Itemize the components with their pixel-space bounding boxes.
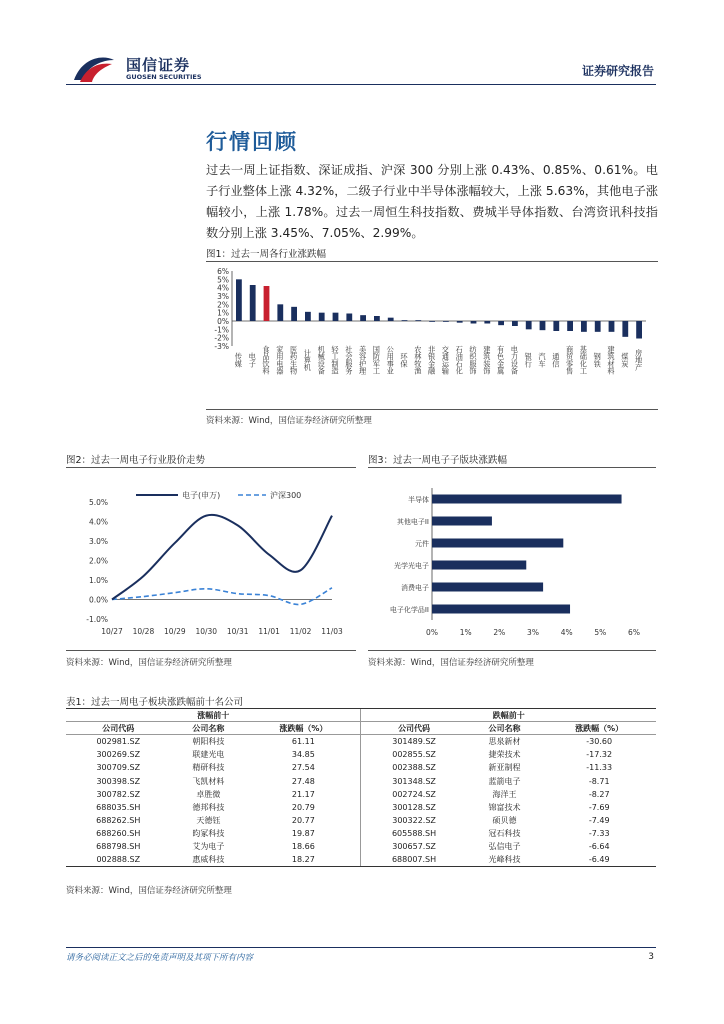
x-category-label: 交通运输 <box>441 345 451 375</box>
legend-label-hs300: 沪深300 <box>270 491 302 500</box>
table-cell-up-code: 300782.SZ <box>96 789 141 799</box>
table-row <box>66 814 656 827</box>
table-row <box>66 788 656 801</box>
x-tick-label: 10/30 <box>195 627 218 636</box>
bar-4 <box>432 561 526 570</box>
table-cell-up-name: 惠威科技 <box>171 854 247 867</box>
y-tick-label: 6% <box>217 267 229 276</box>
table-cell-up-code: 688798.SH <box>96 842 141 852</box>
x-category-label: 计算机 <box>303 349 313 371</box>
table-cell-dn-name: 弘信电子 <box>488 842 521 852</box>
x-category-label: 社会服务 <box>344 345 354 375</box>
x-category-label: 钢铁 <box>593 352 603 368</box>
x-tick-label: 10/27 <box>101 627 123 636</box>
y-tick-label: 5% <box>217 275 229 285</box>
bar-16 <box>443 321 449 322</box>
x-tick-label: 0% <box>426 628 438 637</box>
bar-4 <box>277 304 283 321</box>
bar-category-label: 元件 <box>415 540 429 548</box>
table-cell-dn-name: 冠石科技 <box>488 829 521 839</box>
table-cell-dn-code: 301348.SZ <box>361 774 467 787</box>
x-category-label: 食品饮料 <box>262 345 271 375</box>
y-tick-label: 1% <box>217 308 229 318</box>
table-cell-dn-code: 002724.SZ <box>361 788 467 801</box>
x-category-label: 基础化工 <box>579 345 589 375</box>
table-cell-dn-pct: -8.27 <box>588 789 610 799</box>
section-title: 行情回顾 <box>206 130 298 154</box>
y-tick-label: 2.0% <box>88 556 108 566</box>
guosen-logo-icon <box>72 52 116 84</box>
table-cell-up-name: 昀冢科技 <box>192 829 225 839</box>
table-cell-dn-name: 锦富技术 <box>488 802 521 812</box>
col-header-code: 公司代码 <box>361 722 467 735</box>
table-row <box>66 840 656 853</box>
x-category-label: 银行 <box>524 352 534 368</box>
bar-17 <box>457 321 463 323</box>
x-tick-label: 11/02 <box>289 627 312 636</box>
table-cell-up-code: 002981.SZ <box>96 737 141 747</box>
y-tick-label: 0% <box>217 317 229 326</box>
x-category-label: 通信 <box>551 352 561 368</box>
table-cell-dn-code: 688007.SH <box>361 854 467 867</box>
x-tick-label: 1% <box>459 628 472 637</box>
y-tick-label: 2% <box>217 300 229 310</box>
table-cell-up-pct: 18.66 <box>291 842 315 852</box>
bar-15 <box>429 321 435 322</box>
bar-21 <box>512 321 518 326</box>
table-cell-dn-pct: -7.33 <box>588 829 610 839</box>
y-tick-label: 4.0% <box>88 517 108 527</box>
table-cell-up-name: 联建光电 <box>192 750 225 760</box>
header-divider <box>66 84 656 85</box>
fig3-source: 资料来源：Wind，国信证券经济研究所整理 <box>368 658 534 668</box>
x-category-label: 公用事业 <box>386 345 396 375</box>
table1-title: 表1：过去一周电子板块涨跌幅前十名公司 <box>66 697 244 708</box>
table-cell-up-name: 卓胜微 <box>196 789 221 799</box>
table-row <box>66 735 656 748</box>
bar-22 <box>526 321 532 329</box>
x-tick-label: 11/01 <box>258 627 280 636</box>
table-cell-up-pct: 20.79 <box>291 802 315 812</box>
chart-legend <box>136 490 301 500</box>
table-cell-dn-code: 605588.SH <box>361 827 467 840</box>
x-category-label: 家用电器 <box>275 345 285 375</box>
page-number: 3 <box>648 952 654 962</box>
bar-8 <box>333 313 339 321</box>
fig1-industry-bar-chart <box>206 264 658 408</box>
report-type-label: 证券研究报告 <box>581 64 654 78</box>
table-cell-dn-pct: -8.71 <box>588 776 610 786</box>
bar-1 <box>236 279 242 321</box>
table-cell-dn-name: 思泉新材 <box>488 737 521 747</box>
bar-category-label: 半导体 <box>408 496 429 504</box>
y-tick-label: 5.0% <box>88 498 108 507</box>
table-cell-up-code: 300398.SZ <box>96 776 141 786</box>
x-category-label: 汽车 <box>538 352 547 368</box>
table-cell-up-name: 德邦科技 <box>192 802 225 812</box>
bar-13 <box>402 320 408 321</box>
fig1-title: 图1：过去一周各行业涨跌幅 <box>206 249 327 260</box>
table-row <box>66 801 656 814</box>
fig1-bottom-rule <box>206 409 658 410</box>
x-tick-label: 5% <box>594 628 607 637</box>
table-row <box>66 748 656 761</box>
y-tick-label: -1% <box>214 325 229 335</box>
col-header-name: 公司名称 <box>171 722 247 735</box>
footer-divider <box>66 947 656 948</box>
fig1-source: 资料来源：Wind，国信证券经济研究所整理 <box>206 416 372 426</box>
table-cell-up-code: 300269.SZ <box>96 750 141 760</box>
x-category-label: 传媒 <box>234 352 244 368</box>
x-category-label: 电子 <box>248 352 258 368</box>
bar-30 <box>636 321 642 339</box>
table-cell-up-name: 天德钰 <box>196 816 221 826</box>
bar-3 <box>264 286 270 321</box>
x-category-label: 石油石化 <box>455 345 465 375</box>
x-tick-label: 3% <box>527 628 539 637</box>
col-header-pct: 涨跌幅（%） <box>542 722 656 735</box>
table-row <box>66 774 656 787</box>
table-cell-up-code: 688035.SH <box>96 802 141 812</box>
fig2-rule <box>66 467 356 468</box>
x-category-label: 纺织服饰 <box>469 345 478 375</box>
x-category-label: 建筑材料 <box>607 345 616 375</box>
bar-9 <box>346 314 352 322</box>
table-cell-dn-code: 002388.SZ <box>361 761 467 774</box>
bar-20 <box>498 321 504 325</box>
bar-29 <box>622 321 628 337</box>
x-category-label: 农林牧渔 <box>413 345 423 375</box>
table-cell-dn-pct: -7.69 <box>588 802 610 812</box>
logo-text-en: GUOSEN SECURITIES <box>126 73 202 81</box>
table-cell-up-code: 688260.SH <box>96 829 141 839</box>
fig1-rule <box>206 261 658 262</box>
bar-10 <box>360 315 366 321</box>
bar-11 <box>374 316 380 321</box>
bar-12 <box>388 318 394 321</box>
table-cell-dn-pct: -11.33 <box>586 763 613 773</box>
bar-19 <box>484 321 490 324</box>
x-tick-label: 11/03 <box>321 627 343 636</box>
x-category-label: 环保 <box>400 352 409 368</box>
table-cell-up-pct: 21.17 <box>291 789 315 799</box>
x-tick-label: 10/29 <box>164 627 186 636</box>
bar-27 <box>595 321 601 332</box>
x-category-label: 房地产 <box>634 349 644 371</box>
col-header-name: 公司名称 <box>467 722 543 735</box>
bar-category-label: 光学光电子 <box>394 562 429 570</box>
table-row <box>66 854 656 867</box>
bar-3 <box>432 539 563 548</box>
table-cell-up-pct: 27.48 <box>291 776 315 786</box>
table-cell-dn-name: 海洋王 <box>492 789 517 799</box>
table-cell-up-code: 688262.SH <box>96 816 141 826</box>
table1-source: 资料来源：Wind，国信证券经济研究所整理 <box>66 886 232 896</box>
col-header-code: 公司代码 <box>66 722 171 735</box>
x-category-label: 煤炭 <box>620 352 630 368</box>
top-ten-table <box>66 708 656 867</box>
y-tick-label: 3.0% <box>88 537 108 546</box>
x-category-label: 医药生物 <box>289 345 299 375</box>
fig3-horizontal-bar-chart <box>368 470 656 648</box>
legend-label-electronics: 电子(申万) <box>182 491 221 500</box>
fig2-title: 图2：过去一周电子行业股价走势 <box>66 455 206 466</box>
intro-paragraph: 过去一周上证指数、深证成指、沪深 300 分别上涨 0.43%、0.85%、0.61%。电子行业整体上涨 4.32%，二级子行业中半导体涨幅较大，上涨 5.63%，其他电子涨幅较小，上涨 1.78%。过去一周恒生科技指数、费城半导体指数、台湾资讯科技指数分别上涨 3.45%、7.05%、2.99%。 <box>206 163 658 240</box>
x-tick-label: 2% <box>493 628 506 637</box>
table-cell-dn-code: 300657.SZ <box>361 840 467 853</box>
table-cell-up-pct: 34.85 <box>291 750 315 760</box>
disclaimer-text: 请务必阅读正文之后的免责声明及其项下所有内容 <box>66 953 254 963</box>
x-tick-label: 10/31 <box>226 627 249 636</box>
table-cell-dn-code: 300128.SZ <box>361 801 467 814</box>
table-cell-dn-name: 蓝箭电子 <box>488 776 521 786</box>
table-cell-up-pct: 61.11 <box>291 737 315 747</box>
table-cell-up-code: 300709.SZ <box>96 763 141 773</box>
y-tick-label: 4% <box>217 283 229 293</box>
x-category-label: 美容护理 <box>358 345 368 375</box>
x-category-label: 非银金融 <box>427 345 437 375</box>
bar-2 <box>432 517 492 526</box>
table-cell-dn-pct: -17.32 <box>586 750 613 760</box>
y-tick-label: -2% <box>214 333 229 343</box>
bar-category-label: 消费电子 <box>401 584 429 592</box>
x-tick-label: 6% <box>628 628 640 637</box>
bar-1 <box>432 495 622 504</box>
fig3-title: 图3：过去一周电子子版块涨跌幅 <box>368 455 508 466</box>
bar-category-label: 电子化学品II <box>389 606 429 614</box>
bar-25 <box>567 321 573 331</box>
y-tick-label: -1.0% <box>86 615 108 624</box>
table-row <box>66 761 656 774</box>
fig3-bottom-rule <box>368 650 656 651</box>
bar-28 <box>609 321 615 332</box>
table-cell-up-pct: 19.87 <box>291 829 315 839</box>
group-header-up: 涨幅前十 <box>66 709 361 722</box>
bar-5 <box>432 583 543 592</box>
bar-23 <box>540 321 546 330</box>
table-cell-dn-name: 光峰科技 <box>467 854 543 867</box>
table-cell-dn-code: 300322.SZ <box>361 814 467 827</box>
fig2-source: 资料来源：Wind，国信证券经济研究所整理 <box>66 658 232 668</box>
x-category-label: 国防军工 <box>372 345 382 375</box>
x-tick-label: 10/28 <box>132 627 155 636</box>
bar-7 <box>319 313 325 321</box>
fig3-rule <box>368 467 656 468</box>
table-cell-up-pct: 18.27 <box>246 854 361 867</box>
table-cell-up-pct: 20.77 <box>291 816 315 826</box>
fig2-line-chart <box>66 470 356 648</box>
table-cell-up-name: 精研科技 <box>192 763 225 773</box>
y-tick-label: 3% <box>217 292 229 301</box>
page-header <box>0 0 724 90</box>
table-cell-dn-name: 硕贝德 <box>492 816 517 826</box>
x-category-label: 建筑装饰 <box>482 345 492 375</box>
bar-6 <box>305 312 311 321</box>
logo-text-cn: 国信证券 <box>126 56 191 74</box>
series-line-hs300 <box>112 588 332 605</box>
x-category-label: 有色金属 <box>496 345 506 375</box>
y-tick-label: -3% <box>214 342 229 351</box>
table-cell-dn-pct: -6.64 <box>588 842 610 852</box>
x-category-label: 电力设备 <box>510 345 520 375</box>
bar-14 <box>415 320 421 321</box>
fig2-bottom-rule <box>66 650 356 651</box>
table-cell-up-name: 朝阳科技 <box>192 737 225 747</box>
y-tick-label: 0.0% <box>88 595 108 605</box>
x-category-label: 轻工制造 <box>331 345 340 375</box>
y-tick-label: 1.0% <box>88 576 108 585</box>
col-header-pct: 涨跌幅（%） <box>246 722 361 735</box>
table-row <box>66 827 656 840</box>
table-cell-dn-name: 捷荣技术 <box>488 750 521 760</box>
table-cell-dn-code: 002855.SZ <box>361 748 467 761</box>
x-category-label: 机械设备 <box>317 345 327 375</box>
series-line-electronics <box>112 515 332 600</box>
bar-category-label: 其他电子II <box>396 518 429 526</box>
bar-2 <box>250 285 256 321</box>
table-cell-dn-pct: -6.49 <box>542 854 656 867</box>
table-cell-dn-pct: -7.49 <box>588 816 610 826</box>
x-tick-label: 4% <box>560 628 573 637</box>
bar-18 <box>471 321 477 324</box>
bar-26 <box>581 321 587 332</box>
table-cell-dn-name: 新亚制程 <box>488 763 521 773</box>
group-header-down: 跌幅前十 <box>361 709 656 722</box>
x-category-label: 商贸零售 <box>565 345 575 375</box>
table-cell-dn-code: 301489.SZ <box>361 735 467 748</box>
table-cell-up-name: 艾为电子 <box>192 842 225 852</box>
table-cell-dn-pct: -30.60 <box>586 737 613 747</box>
bar-5 <box>291 307 297 321</box>
table-cell-up-pct: 27.54 <box>291 763 315 773</box>
table-cell-up-name: 飞凯材料 <box>192 776 225 786</box>
table-cell-up-code: 002888.SZ <box>66 854 171 867</box>
bar-6 <box>432 605 570 614</box>
bar-24 <box>553 321 559 331</box>
